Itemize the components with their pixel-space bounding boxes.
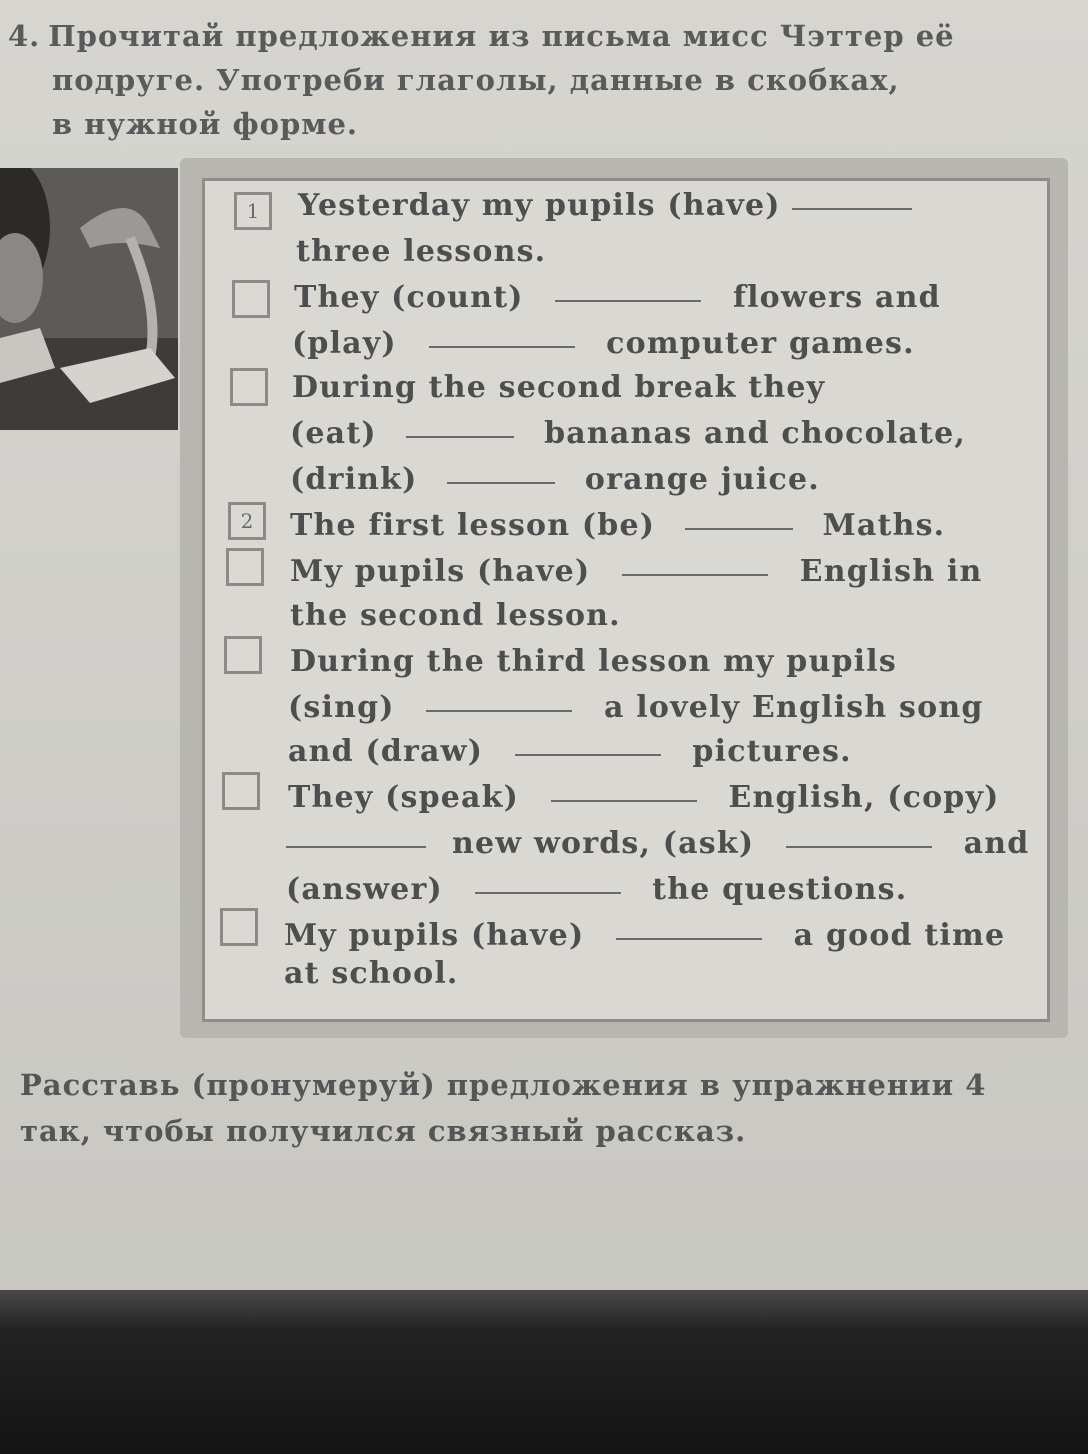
sentence-row [298, 188, 912, 223]
sentence-text: Maths. [822, 508, 946, 543]
answer-blank[interactable] [475, 888, 621, 894]
answer-blank[interactable] [429, 342, 575, 348]
sentence-text: My pupils (have) [284, 918, 585, 953]
task-5-instructions [20, 1062, 1080, 1154]
answer-blank[interactable] [515, 750, 661, 756]
task-4-line-1: Прочитай предложения из письма мисс Чэттер её [48, 19, 955, 53]
answer-blank[interactable] [286, 842, 426, 848]
sentence-text: the second lesson. [290, 598, 621, 633]
sentence-text: (play) [292, 326, 397, 361]
order-box-1[interactable] [234, 192, 272, 230]
sentence-row [284, 956, 459, 991]
sentence-text: During the second break they [292, 370, 826, 405]
sentence-text: computer games. [606, 326, 915, 361]
sentence-text: During the third lesson my pupils [290, 644, 897, 679]
answer-blank[interactable] [792, 204, 912, 210]
answer-blank[interactable] [551, 796, 697, 802]
task-number: 4. [8, 19, 41, 53]
sentence-text: (drink) [290, 462, 418, 497]
sentence-text: The first lesson (be) [290, 508, 656, 543]
order-box-7[interactable] [222, 772, 260, 810]
sentence-row [288, 734, 852, 769]
sentence-row [290, 554, 982, 589]
sentence-row [290, 644, 897, 679]
sentence-row [286, 826, 1029, 861]
task-4-line-3: в нужной форме. [52, 107, 359, 141]
order-box-2[interactable] [232, 280, 270, 318]
sentence-text: orange juice. [584, 462, 820, 497]
sentence-text: (answer) [286, 872, 443, 907]
sentence-row [296, 234, 546, 269]
sentence-text: a lovely English song [603, 690, 984, 725]
sentence-row [290, 416, 966, 451]
sentence-text: pictures. [692, 734, 852, 769]
sentence-text: at school. [284, 956, 459, 991]
sentence-text: a good time [793, 918, 1006, 953]
sentence-text: flowers and [732, 280, 941, 315]
order-box-8[interactable] [220, 908, 258, 946]
sentence-row [290, 508, 945, 543]
answer-blank[interactable] [622, 570, 768, 576]
dark-background [0, 1290, 1088, 1454]
task-4-line-2: подруге. Употреби глаголы, данные в скобках, [52, 63, 900, 97]
sentence-text: (eat) [290, 416, 377, 451]
answer-blank[interactable] [406, 432, 514, 438]
task-5-line-2: так, чтобы получился связный рассказ. [20, 1114, 747, 1148]
sentence-text: My pupils (have) [290, 554, 591, 589]
sentence-text: the questions. [652, 872, 908, 907]
answer-blank[interactable] [426, 706, 572, 712]
sentence-text: They (count) [294, 280, 524, 315]
sentence-text: English, (copy) [728, 780, 1000, 815]
sentence-text: new words, (ask) [452, 826, 755, 861]
sentence-text: bananas and chocolate, [544, 416, 967, 451]
sentence-row [292, 370, 825, 405]
answer-blank[interactable] [616, 934, 762, 940]
order-box-6[interactable] [224, 636, 262, 674]
order-box-5[interactable] [226, 548, 264, 586]
task-5-line-1: Расставь (пронумеруй) предложения в упражнении 4 [20, 1068, 987, 1102]
sentence-row [290, 462, 820, 497]
order-number: 2 [240, 509, 254, 533]
sentence-text: and (draw) [288, 734, 484, 769]
sentence-text: and [963, 826, 1030, 861]
order-box-3[interactable] [230, 368, 268, 406]
order-box-4[interactable] [228, 502, 266, 540]
sentence-text: Yesterday my pupils (have) [298, 188, 781, 223]
answer-blank[interactable] [447, 478, 555, 484]
answer-blank[interactable] [555, 296, 701, 302]
sentence-text: They (speak) [288, 780, 520, 815]
sentence-text: (sing) [288, 690, 395, 725]
sentence-row [284, 918, 1005, 953]
task-4-instructions [8, 14, 1068, 146]
order-number: 1 [246, 199, 260, 223]
sentence-row [288, 690, 984, 725]
sentence-text: three lessons. [296, 234, 547, 269]
answer-blank[interactable] [786, 842, 932, 848]
sentence-row [288, 780, 1000, 815]
sentence-text: English in [799, 554, 983, 589]
sentence-row [286, 872, 907, 907]
illustration-desk-lamp [0, 168, 178, 430]
answer-blank[interactable] [685, 524, 793, 530]
sentence-row [292, 326, 915, 361]
sentence-row [290, 598, 621, 633]
sentence-row [294, 280, 941, 315]
